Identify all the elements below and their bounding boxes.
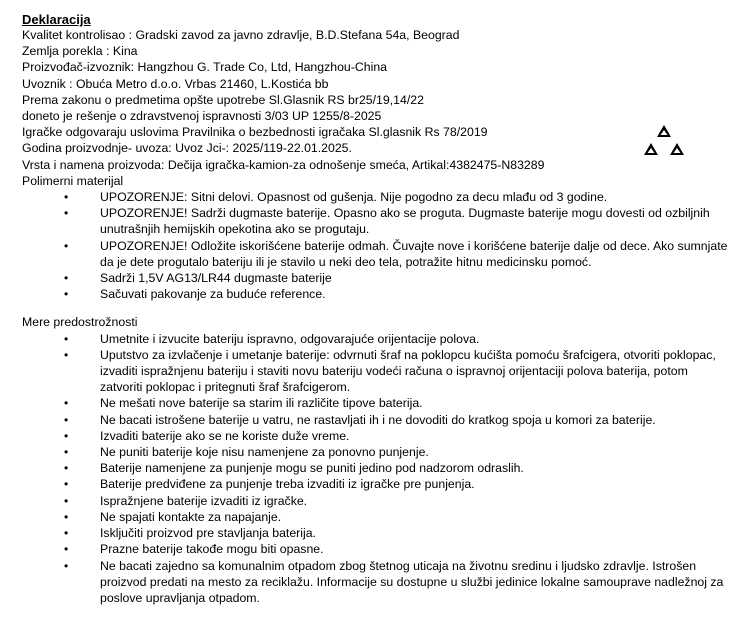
header-line-health-decision: doneto je rešenje o zdravstvenoj ispravnosti 3/03 UP 1255/8-2025 xyxy=(22,109,382,124)
precaution-text: Ne bacati istrošene baterije u vatru, ne rastavljati ih i ne dovoditi do kratkog spoja u komori za baterije. xyxy=(100,412,656,427)
list-item xyxy=(22,331,732,347)
header-line-importer: Uvoznik : Obuća Metro d.o.o. Vrbas 21460, L.Kostića bb xyxy=(22,76,329,91)
list-item xyxy=(22,428,732,444)
precaution-text: Baterije predviđene za punjenje treba izvaditi iz igračke pre punjenja. xyxy=(100,477,475,492)
bullet-glyph: • xyxy=(64,238,69,253)
section-spacer xyxy=(22,302,732,314)
header-line-law-reference: Prema zakonu o predmetima opšte upotrebe Sl.Glasnik RS br25/19,14/22 xyxy=(22,92,424,107)
header-line-product-type: Vrsta i namena proizvoda: Dečija igračka-kamion-za odnošenje smeća, Artikal:4382475-N83289 xyxy=(22,157,545,172)
header-line-toy-safety-regulation: Igračke odgovaraju uslovima Pravilnika o bezbednosti igračaka Sl.glasnik Rs 78/2019 xyxy=(22,125,488,140)
header-line-manufacturer: Proizvođač-izvoznik: Hangzhou G. Trade Co, Ltd, Hangzhou-China xyxy=(22,60,387,75)
bullet-glyph: • xyxy=(64,396,69,411)
declaration-document xyxy=(22,12,732,606)
list-item xyxy=(22,509,732,525)
document-title: Deklaracija xyxy=(22,12,91,27)
precaution-text: Ne puniti baterije koje nisu namenjene za ponovno punjenje. xyxy=(100,445,429,460)
list-item xyxy=(22,205,732,237)
bullet-glyph: • xyxy=(64,428,69,443)
list-item xyxy=(22,541,732,557)
warning-text: UPOZORENJE! Sadrži dugmaste baterije. Opasno ako se proguta. Dugmaste baterije mogu dovesti od ozbiljnih unutrašnjih hemijskih opekotina ako se progutaju. xyxy=(100,206,710,237)
three-triangles-icon xyxy=(642,123,686,159)
list-item xyxy=(22,493,732,509)
list-item xyxy=(22,444,732,460)
precaution-text: Ne spajati kontakte za napajanje. xyxy=(100,509,282,524)
bullet-glyph: • xyxy=(64,287,69,302)
bullet-glyph: • xyxy=(64,542,69,557)
bullet-glyph: • xyxy=(64,493,69,508)
list-item xyxy=(22,412,732,428)
bullet-glyph: • xyxy=(64,558,69,573)
header-line-country-of-origin: Zemlja porekla : Kina xyxy=(22,44,138,59)
precaution-text: Umetnite i izvucite bateriju ispravno, odgovarajuće orijentacije polova. xyxy=(100,331,480,346)
list-item xyxy=(22,286,732,302)
precautions-heading: Mere predostrožnosti xyxy=(22,315,138,330)
precaution-text: Ispražnjene baterije izvaditi iz igračke. xyxy=(100,493,308,508)
bullet-glyph: • xyxy=(64,206,69,221)
bullet-glyph: • xyxy=(64,477,69,492)
precaution-text: Ne bacati zajedno sa komunalnim otpadom zbog štetnog uticaja na životnu sredinu i ljudsko zdravlje. Istrošen proizvod predati na mesto za reciklažu. Informacije su dostupne u službi jedinice lokalne samouprave nadležnoj za poslove upravljanja otpadom. xyxy=(100,558,724,605)
bullet-glyph: • xyxy=(64,412,69,427)
precaution-text: Baterije namenjene za punjenje mogu se puniti jedino pod nadzorom odraslih. xyxy=(100,461,524,476)
warning-text: Sadrži 1,5V AG13/LR44 dugmaste baterije xyxy=(100,271,332,286)
header-line-production-year: Godina proizvodnje- uvoza: Uvoz Jci-: 2025/119-22.01.2025. xyxy=(22,141,352,156)
bullet-glyph: • xyxy=(64,445,69,460)
warnings-list xyxy=(22,189,732,302)
precaution-text: Isključiti proizvod pre stavljanja baterija. xyxy=(100,526,316,541)
warning-text: Sačuvati pakovanje za buduće reference. xyxy=(100,287,326,302)
bullet-glyph: • xyxy=(64,461,69,476)
header-line-quality-control: Kvalitet kontrolisao : Gradski zavod za javno zdravlje, B.D.Stefana 54a, Beograd xyxy=(22,28,460,42)
list-item xyxy=(22,525,732,541)
list-item xyxy=(22,347,732,396)
precaution-text: Prazne baterije takođe mogu biti opasne. xyxy=(100,542,324,557)
bullet-glyph: • xyxy=(64,509,69,524)
precaution-text: Uputstvo za izvlačenje i umetanje baterije: odvrnuti šraf na poklopcu kućišta pomoću šrafcigera, otvoriti poklopac, izvaditi ispražnjenu bateriju i staviti novu bateriju vodeći računa o ispravnoj orijentaciji polova baterija, potom zatvoriti poklopac i pritegnuti šraf šrafcigerom. xyxy=(100,347,716,395)
header-line-material: Polimerni materijal xyxy=(22,173,124,188)
bullet-glyph: • xyxy=(64,331,69,346)
list-item xyxy=(22,395,732,411)
bullet-glyph: • xyxy=(64,347,69,362)
header-block xyxy=(22,27,732,189)
list-item xyxy=(22,476,732,492)
bullet-glyph: • xyxy=(64,271,69,286)
bullet-glyph: • xyxy=(64,190,69,205)
precaution-text: Izvaditi baterije ako se ne koriste duže vreme. xyxy=(100,428,350,443)
list-item xyxy=(22,238,732,270)
warning-text: UPOZORENJE! Odložite iskorišćene baterije odmah. Čuvajte nove i korišćene baterije dalje od dece. Ako sumnjate da je dete progutalo bateriju ili je stavilo u neki deo tela, potražite hitnu medicinsku pomoć. xyxy=(100,238,728,269)
warning-text: UPOZORENJE: Sitni delovi. Opasnost od gušenja. Nije pogodno za decu mlađu od 3 godine. xyxy=(100,190,608,205)
list-item xyxy=(22,460,732,476)
bullet-glyph: • xyxy=(64,526,69,541)
list-item xyxy=(22,189,732,205)
list-item xyxy=(22,270,732,286)
list-item xyxy=(22,558,732,607)
precautions-list xyxy=(22,331,732,606)
precaution-text: Ne mešati nove baterije sa starim ili različite tipove baterija. xyxy=(100,396,423,411)
